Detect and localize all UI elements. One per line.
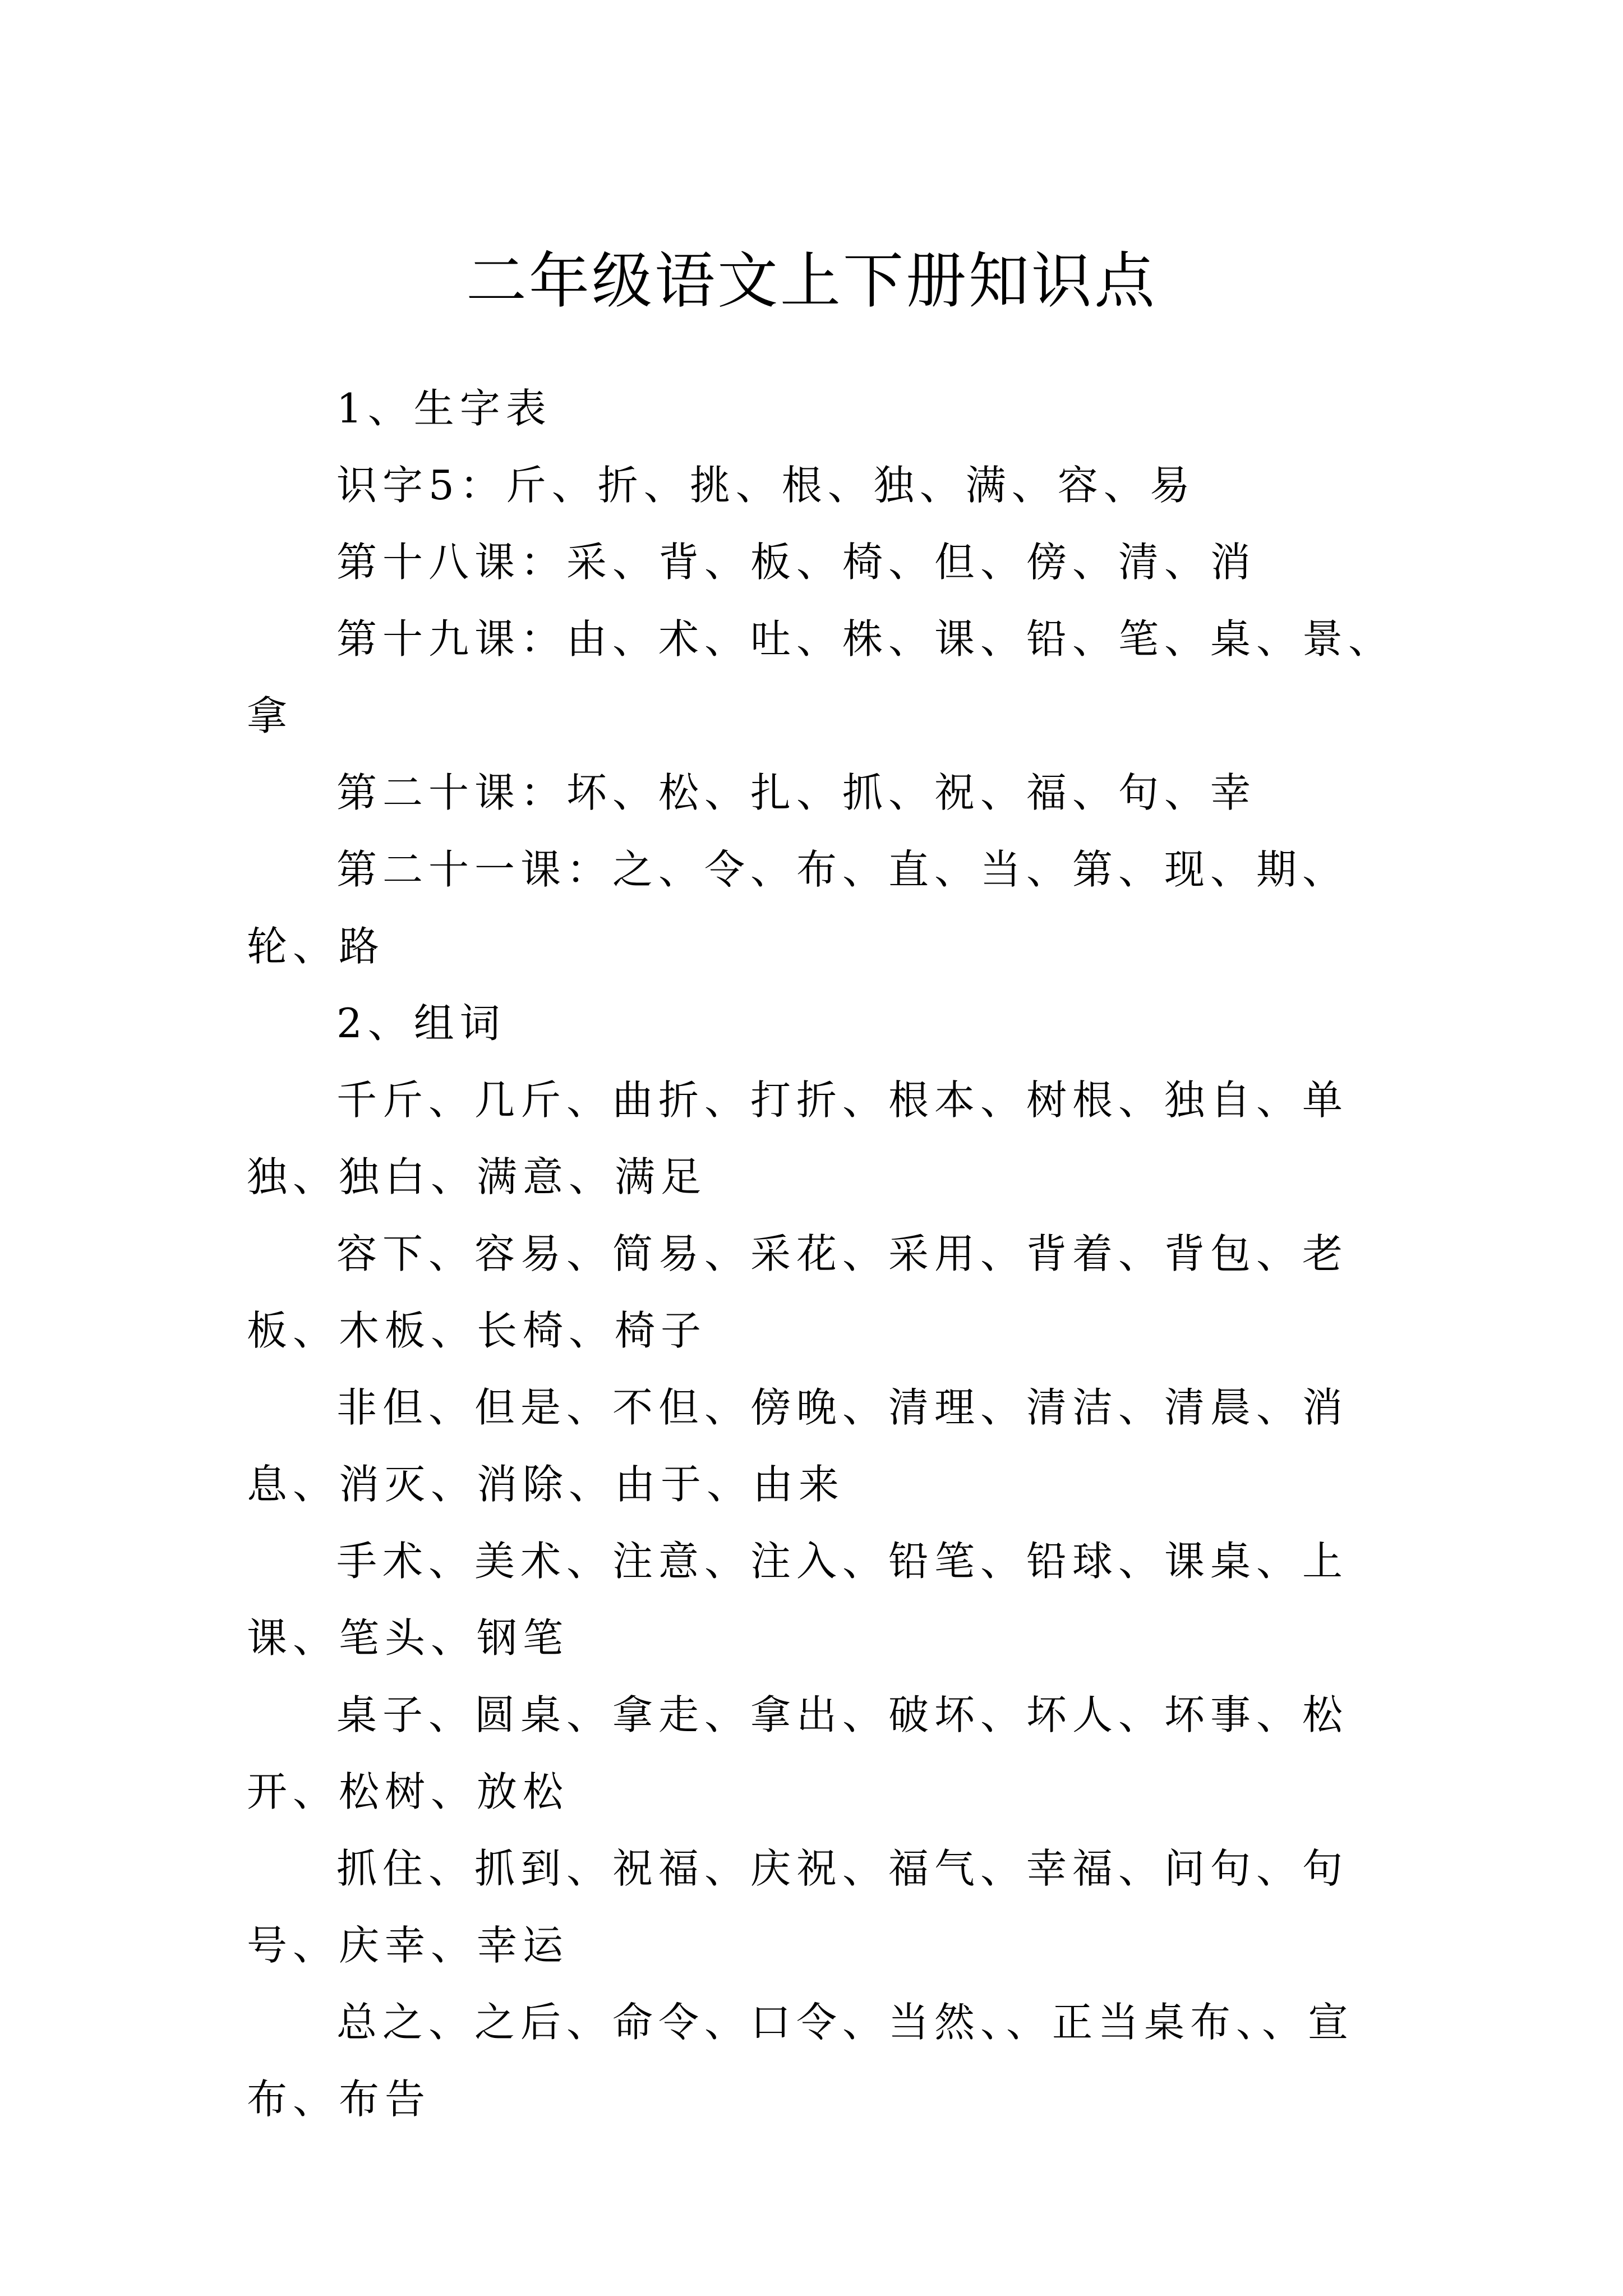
paragraph-word-group: 非但、但是、不但、傍晚、清理、清洁、清晨、消息、消灭、消除、由于、由来 — [247, 1384, 1349, 1508]
paragraph-lesson-19: 第十九课：由、术、吐、株、课、铅、笔、桌、景、拿 — [247, 615, 1395, 739]
paragraph-word-group: 千斤、几斤、曲折、打折、根本、树根、独自、单独、独白、满意、满足 — [247, 1076, 1349, 1200]
section-heading-vocabulary-list: 1、生字表 — [336, 385, 552, 432]
paragraph-lesson-18: 第十八课：采、背、板、椅、但、傍、清、消 — [336, 539, 1257, 586]
paragraph-word-group: 桌子、圆桌、拿走、拿出、破坏、坏人、坏事、松开、松树、放松 — [247, 1691, 1349, 1815]
paragraph-lesson-21: 第二十一课：之、令、布、直、当、第、现、期、轮、路 — [247, 846, 1349, 970]
paragraph-word-group: 手术、美术、注意、注入、铅笔、铅球、课桌、上课、笔头、钢笔 — [247, 1538, 1349, 1662]
paragraph-word-group: 抓住、抓到、祝福、庆祝、福气、幸福、问句、句号、庆幸、幸运 — [247, 1845, 1349, 1969]
document-body — [247, 370, 1424, 2138]
paragraph-lesson-20: 第二十课：坏、松、扎、抓、祝、福、句、幸 — [336, 769, 1257, 816]
section-heading-word-groups: 2、组词 — [336, 1000, 506, 1047]
document-title: 二年级语文上下册知识点 — [465, 246, 1157, 317]
paragraph-word-group: 容下、容易、简易、采花、采用、背着、背包、老板、木板、长椅、椅子 — [247, 1230, 1349, 1354]
paragraph-word-group: 总之、之后、命令、口令、当然、、正当桌布、、宣布、布告 — [247, 1999, 1354, 2123]
paragraph-literacy-5: 识字5：斤、折、挑、根、独、满、容、易 — [336, 462, 1196, 509]
